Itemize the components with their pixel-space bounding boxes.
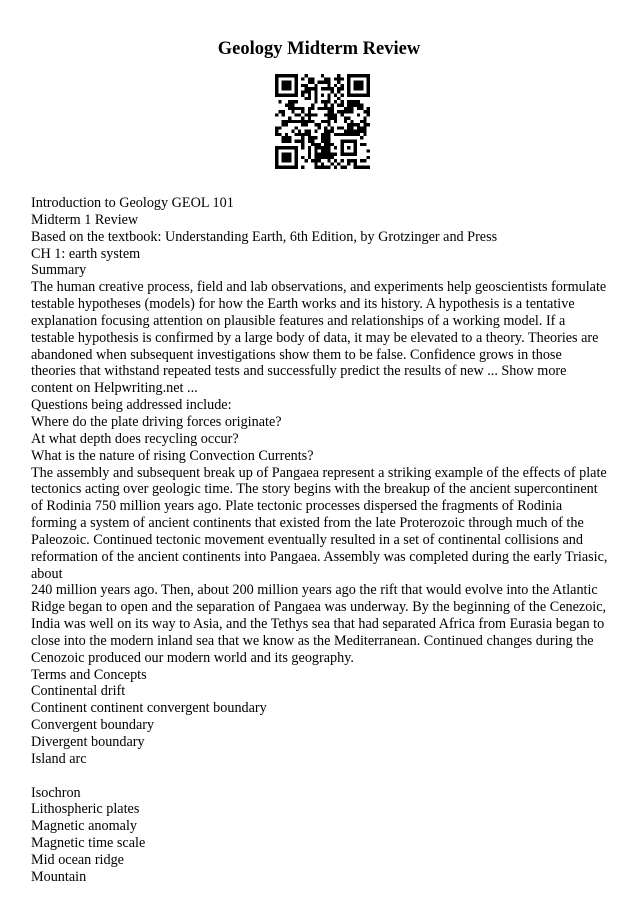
term-item: Magnetic time scale (31, 835, 146, 852)
term-item: Magnetic anomaly (31, 818, 137, 835)
term-item: Divergent boundary (31, 734, 145, 750)
term-item: Lithospheric plates (31, 801, 140, 818)
pangaea-paragraph: The assembly and subsequent break up of Pangaea represent a striking example of the effects of plate tectonics acting over geologic time. The story begins with the breakup of the ancient supercontinent of Rodinia 750 million years ago. Plate tectonic processes dispersed the fragments of Rodinia forming a system of ancient continents that existed from the late Proterozoic through much of the Paleozoic. Continued tectonic movement eventually resulted in a set of continental collisions and reformation of the ancient continents into Pangaea. Assembly was completed during the early Triasic, about (31, 464, 608, 582)
course-line: Introduction to Geology GEOL 101 (31, 195, 234, 211)
term-item: Continental drift (31, 683, 126, 700)
document-title: Geology Midterm Review (217, 39, 421, 59)
term-item: Continent continent convergent boundary (31, 700, 267, 717)
questions-heading: Questions being addressed include: (31, 397, 232, 414)
summary-paragraph: The human creative process, field and lab observations, and experiments help geoscientists formulate testable hypotheses (models) for how the Earth works and its history. A hypothesis is a tentative explanation focusing attention on plausible features and relationships of a working model. If a testable hypothesis is confirmed by a large body of data, it may be elevated to a theory. Theories are abandoned when subsequent investigations show them to be false. Confidence grows in those theories that withstand repeated tests and successfully predict the results of new ... Show more content on Helpwriting.net ... (31, 279, 607, 397)
summary-heading: Summary (31, 262, 87, 279)
textbook-line: Based on the textbook: Understanding Earth, 6th Edition, by Grotzinger and Press (31, 228, 498, 245)
document-body (31, 195, 609, 886)
term-item: Island arc (31, 750, 87, 767)
qr-code-icon (275, 74, 370, 169)
term-item: Mid ocean ridge (31, 851, 124, 868)
review-line: Midterm 1 Review (31, 211, 139, 228)
blank-line (31, 768, 609, 785)
pangaea-paragraph-continued: 240 million years ago. Then, about 200 million years ago the rift that would evolve into the Atlantic Ridge began to open and the separation of Pangaea was underway. By the beginning of the Cenezoic, India was well on its way to Asia, and the Tethys sea that had separated Africa from Eurasia began to close into the modern inland sea that we know as the Mediterranean. Continued changes during the Cenozoic produced our modern world and its geography. (31, 582, 607, 666)
question-item: At what depth does recycling occur? (31, 430, 239, 447)
question-item: What is the nature of rising Convection Currents? (31, 447, 314, 464)
terms-heading: Terms and Concepts (31, 666, 147, 683)
term-item: Convergent boundary (31, 717, 155, 734)
term-item: Mountain (31, 868, 87, 885)
term-item: Isochron (31, 784, 81, 801)
question-item: Where do the plate driving forces originate? (31, 413, 282, 430)
chapter-line: CH 1: earth system (31, 245, 141, 262)
